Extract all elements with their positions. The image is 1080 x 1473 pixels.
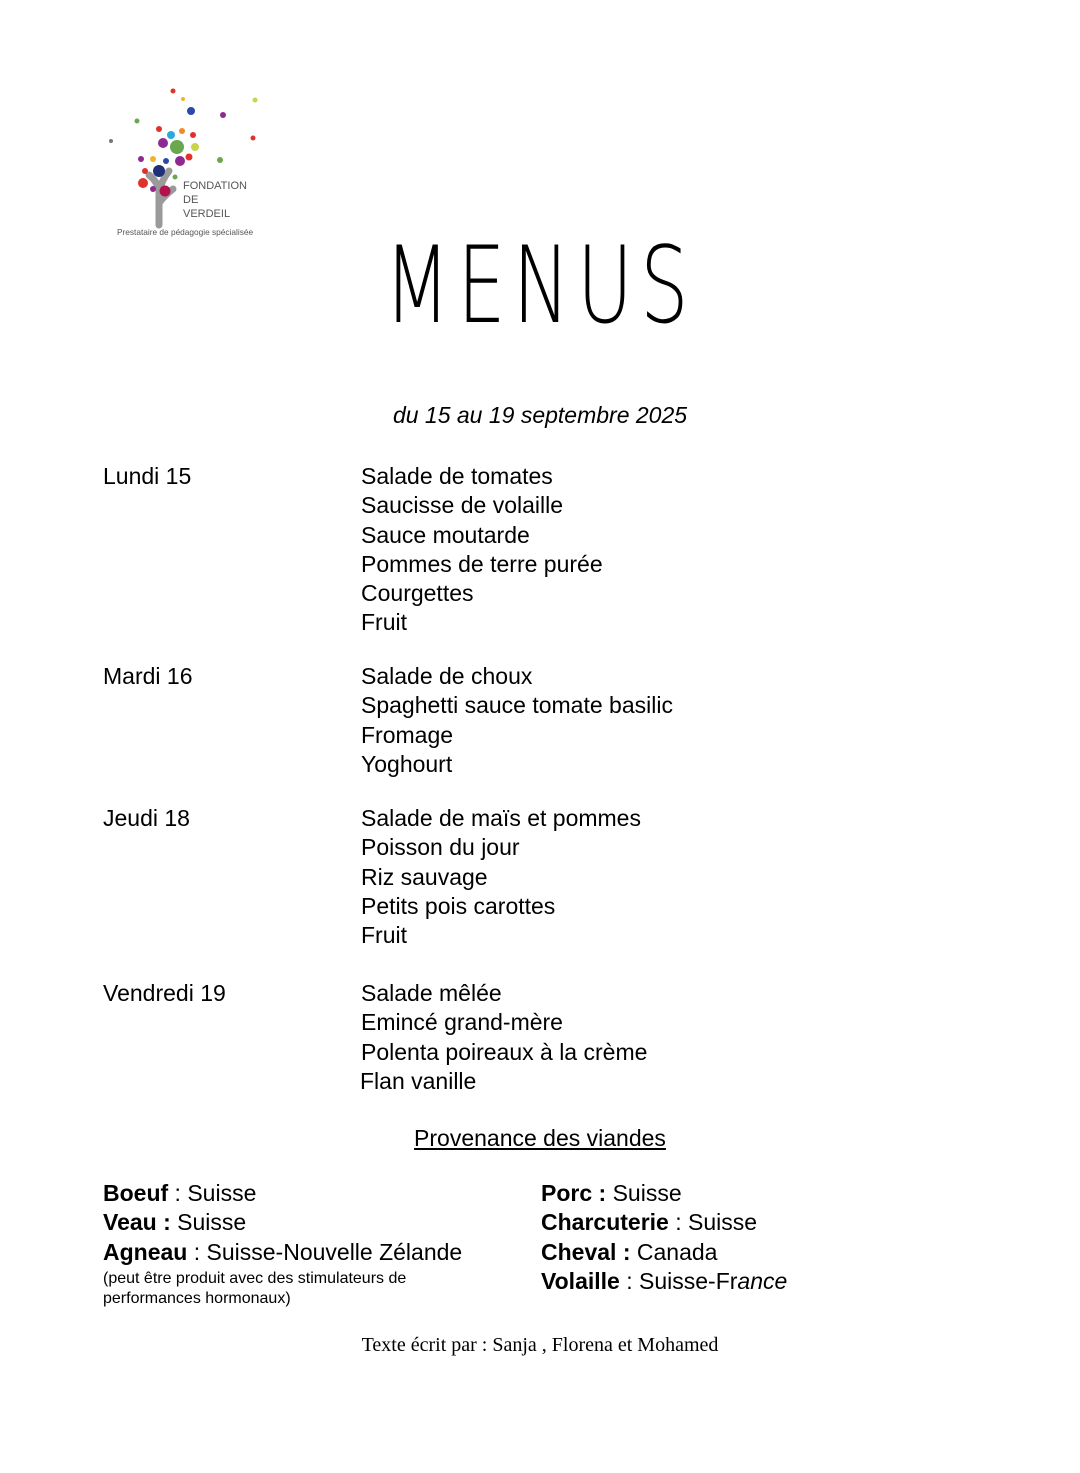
provenance-row bbox=[103, 1208, 483, 1237]
meat-origin: Canada bbox=[636, 1238, 718, 1265]
dish-item: Salade de choux bbox=[361, 663, 533, 689]
logo-tagline: Prestataire de pédagogie spécialisée bbox=[117, 227, 254, 237]
tree-logo-icon bbox=[103, 85, 263, 240]
meat-name: Veau : bbox=[103, 1209, 171, 1236]
day-label: Jeudi 18 bbox=[103, 805, 190, 831]
meat-name: Porc : bbox=[541, 1180, 607, 1206]
provenance-left-column bbox=[103, 1179, 483, 1309]
dish-item: Sauce moutarde bbox=[361, 521, 530, 548]
separator: : bbox=[168, 1180, 188, 1206]
provenance-note: (peut être produit avec des stimulateurs de performances hormonaux) bbox=[103, 1269, 407, 1307]
meat-origin: Suisse bbox=[688, 1209, 758, 1236]
meat-origin: Suisse bbox=[187, 1180, 257, 1206]
dish-item: Fruit bbox=[361, 609, 407, 636]
dish-item: Saucisse de volaille bbox=[361, 492, 564, 519]
meat-origin-italic: ance bbox=[737, 1267, 788, 1294]
provenance-right-column bbox=[541, 1179, 787, 1296]
dish-list bbox=[361, 662, 673, 779]
meat-name: Agneau bbox=[103, 1238, 188, 1265]
dish-item: Fromage bbox=[361, 721, 454, 748]
dish-item: Petits pois carottes bbox=[361, 892, 556, 919]
meat-origin: Suisse bbox=[177, 1209, 247, 1236]
meat-origin: Suisse-Nouvelle Zélande bbox=[206, 1238, 463, 1265]
day-label: Vendredi 19 bbox=[103, 980, 226, 1006]
dish-item: Emincé grand-mère bbox=[361, 1009, 563, 1036]
dish-list bbox=[361, 804, 641, 950]
logo-name-line3: VERDEIL bbox=[183, 208, 231, 220]
provenance-row bbox=[541, 1238, 787, 1267]
provenance-row bbox=[541, 1179, 787, 1208]
logo-name-line2: DE bbox=[183, 194, 199, 206]
day-label: Lundi 15 bbox=[103, 463, 192, 489]
day-label: Mardi 16 bbox=[103, 663, 193, 689]
meat-origin: Suisse bbox=[612, 1180, 682, 1206]
provenance-row bbox=[103, 1238, 483, 1267]
separator: : bbox=[619, 1267, 639, 1294]
dish-list bbox=[361, 979, 647, 1096]
dish-item: Pommes de terre purée bbox=[361, 550, 603, 577]
fondation-logo bbox=[103, 85, 263, 240]
dish-item: Polenta poireaux à la crème bbox=[361, 1038, 648, 1065]
dish-item: Fruit bbox=[361, 922, 407, 949]
dish-item: Yoghourt bbox=[361, 750, 453, 777]
dish-item: Courgettes bbox=[361, 580, 474, 607]
dish-item: Spaghetti sauce tomate basilic bbox=[361, 692, 673, 719]
separator: : bbox=[668, 1209, 688, 1236]
meat-name: Boeuf bbox=[103, 1180, 169, 1206]
dish-item: Poisson du jour bbox=[361, 834, 520, 861]
logo-name-line1: FONDATION bbox=[183, 180, 247, 192]
provenance-row bbox=[541, 1208, 787, 1237]
meat-origin: Suisse-Fr bbox=[639, 1267, 738, 1294]
separator: : bbox=[187, 1238, 207, 1265]
dish-item: Salade mêlée bbox=[361, 980, 502, 1006]
provenance-row bbox=[541, 1267, 787, 1296]
meat-name: Cheval : bbox=[541, 1238, 631, 1265]
page-title: MENUS bbox=[384, 224, 696, 347]
dish-list bbox=[361, 462, 603, 638]
dish-item: Flan vanille bbox=[360, 1067, 477, 1094]
provenance-row bbox=[103, 1179, 483, 1208]
dish-item: Salade de tomates bbox=[361, 463, 553, 489]
meat-name: Charcuterie bbox=[541, 1209, 669, 1236]
credit-line: Texte écrit par : Sanja , Florena et Mohamed bbox=[361, 1334, 719, 1356]
meat-name: Volaille bbox=[541, 1267, 620, 1294]
provenance-title: Provenance des viandes bbox=[414, 1125, 666, 1151]
dish-item: Salade de maïs et pommes bbox=[361, 805, 641, 831]
dish-item: Riz sauvage bbox=[361, 863, 488, 890]
date-range: du 15 au 19 septembre 2025 bbox=[392, 402, 688, 428]
